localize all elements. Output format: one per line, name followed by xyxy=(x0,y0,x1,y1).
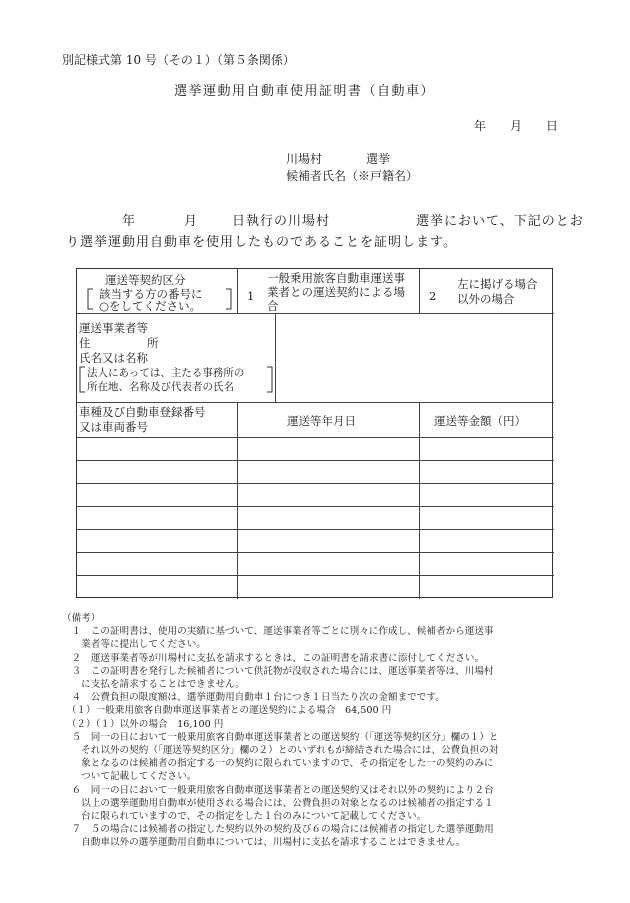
name-label: 氏名又は名称 xyxy=(79,351,148,365)
note-line: それ以外の契約（「運送等契約区分」欄の２）とのいずれもが締結された場合には、公費負担の対 xyxy=(62,745,499,757)
note-line: 以上の選挙運動用自動車が使用される場合には、公費負担の対象となるのは候補者の指定する１ xyxy=(62,797,494,809)
corp-note-1: 法人にあっては、主たる事務所の xyxy=(87,367,245,379)
candidate-name-label: 候補者氏名（※戸籍名） xyxy=(286,169,419,183)
date-day: 日 xyxy=(546,119,559,133)
contract-type-note-1: 該当する方の番号に xyxy=(99,287,203,301)
body-day-village: 日執行の川場村 xyxy=(232,214,331,229)
form-number: 別記様式第 10 号（その１）（第５条関係） xyxy=(62,53,295,67)
note-line: ６ 同一の日において一般乗用旅客自動車運送事業者との運送契約又はそれ以外の契約により２台 xyxy=(62,784,494,796)
certification-line-2: り選挙運動用自動車を使用したものであることを証明します。 xyxy=(66,235,457,250)
col-date: 運送等年月日 xyxy=(287,414,356,428)
document-title: 選挙運動用自動車使用証明書（自動車） xyxy=(174,84,436,99)
body-month: 月 xyxy=(184,214,199,229)
note-line: 自動車以外の選挙運動用自動車については、川場村に支払を請求することはできません。 xyxy=(62,837,466,849)
candidate-village: 川場村 xyxy=(286,152,323,166)
candidate-election: 選挙 xyxy=(366,152,391,166)
notes-section xyxy=(62,612,587,850)
operator-label: 運送事業者等 xyxy=(79,321,148,335)
note-line: （２）（１）以外の場合 16,100 円 xyxy=(62,718,224,730)
option-2-text-2: 以外の場合 xyxy=(457,292,515,306)
option-1-text-2: 業者との運送契約による場 xyxy=(267,285,405,299)
note-line: 台に限られていますので、その指定をした１台のみについて記載してください。 xyxy=(62,811,427,823)
note-line: ２ 運送事業者等が川場村に支払を請求するときは、この証明書を請求書に添付してください。 xyxy=(62,652,485,664)
note-line: （１）一般乗用旅客自動車運送事業者との運送契約による場合 64,500 円 xyxy=(62,705,392,717)
note-line: ついて記載してください。 xyxy=(62,771,197,783)
option-1-text-3: 合 xyxy=(267,299,279,313)
body-election: 選挙において、下記のとお xyxy=(416,214,584,229)
col-vehicle-2: 又は車両番号 xyxy=(79,420,148,434)
certification-line-1 xyxy=(66,210,584,229)
option-2-text-1: 左に掲げる場合 xyxy=(457,277,538,291)
note-line: ３ この証明書を発行した候補者について供託物が没収された場合には、運送事業者等は、川場村 xyxy=(62,665,494,677)
note-line: ７ ５の場合には候補者の指定した契約以外の契約及び６の場合には候補者の指定した選挙運動用 xyxy=(62,824,494,836)
contract-type-label: 運送等契約区分 xyxy=(105,273,186,287)
body-year: 年 xyxy=(122,214,137,229)
col-amount: 運送等金額（円） xyxy=(434,414,526,428)
address-label-2: 所 xyxy=(147,336,159,350)
notes-heading: （備考） xyxy=(62,613,101,624)
col-vehicle-1: 車種及び自動車登録番号 xyxy=(79,405,206,419)
option-2-number: 2 xyxy=(429,289,437,303)
note-line: 象となるのは候補者の指定する一の契約に限られていますので、その指定をした一の契約のみに xyxy=(62,758,494,770)
corp-note-2: 所在地、名称及び代表者の氏名 xyxy=(87,381,234,393)
issue-date xyxy=(474,117,558,134)
option-1-number: 1 xyxy=(247,289,255,303)
candidate-block xyxy=(286,151,418,185)
note-line: 業者等に提出してください。 xyxy=(62,639,206,651)
option-1-text-1: 一般乗用旅客自動車運送事 xyxy=(267,271,405,285)
contract-type-note-2: ○をしてください。 xyxy=(99,299,202,313)
address-label-1: 住 xyxy=(79,336,91,350)
note-line: １ この証明書は、使用の実績に基づいて、運送事業者等ごとに別々に作成し、候補者から運送事 xyxy=(62,626,494,638)
note-line: ５ 同一の日において一般乗用旅客自動車運送事業者との運送契約（「運送等契約区分」欄の１）と xyxy=(62,731,499,743)
note-line: に支払を請求することはできません。 xyxy=(62,679,245,691)
date-month: 月 xyxy=(510,119,523,133)
note-line: ４ 公費負担の限度額は、選挙運動用自動車１台につき１日当たり次の金額までです。 xyxy=(62,692,445,704)
date-year: 年 xyxy=(474,119,487,133)
usage-table xyxy=(76,268,553,598)
